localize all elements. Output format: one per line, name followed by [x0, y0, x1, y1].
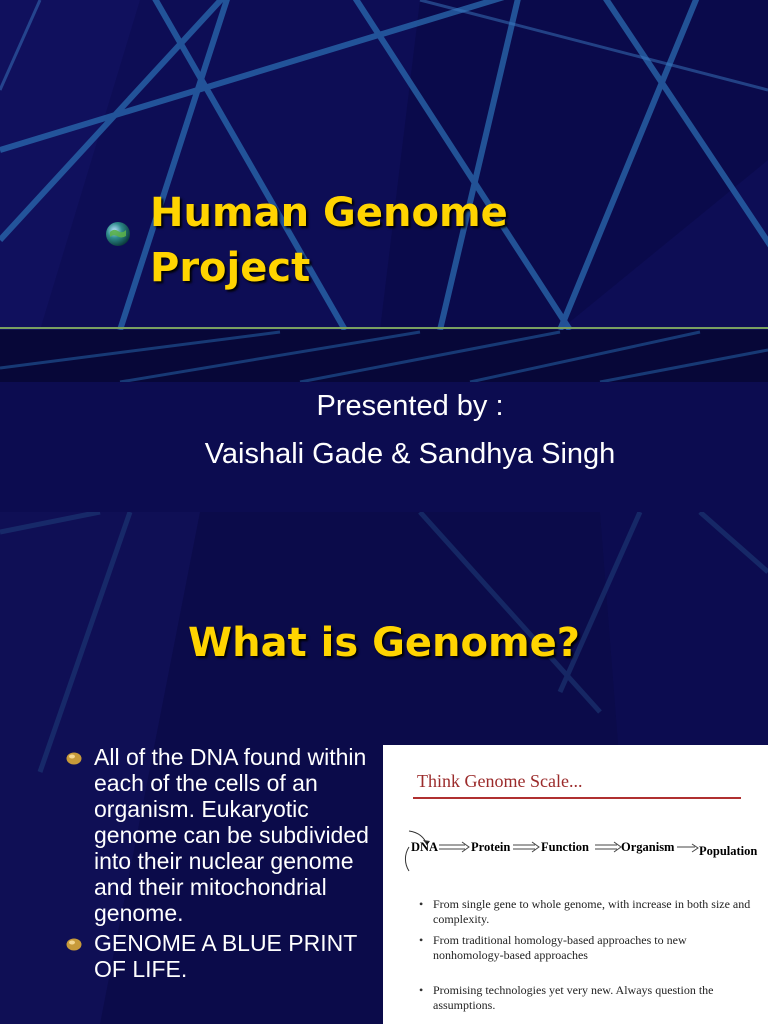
- bullet-dot-icon: [66, 752, 82, 765]
- bullet-text: GENOME A BLUE PRINT OF LIFE.: [94, 930, 357, 982]
- flow-arrow-icon: [439, 842, 469, 852]
- figure-notes: [417, 897, 757, 1019]
- bullet-list: [60, 744, 370, 986]
- figure-heading: Think Genome Scale...: [417, 771, 583, 791]
- bullet-item: [60, 930, 370, 982]
- figure-note: • Promising technologies yet very new. Always question the assumptions.: [417, 983, 757, 1013]
- flow-step-population: Population: [699, 844, 758, 858]
- slide-title-line-1: Human Genome: [150, 190, 508, 236]
- flow-step-protein: Protein: [471, 840, 511, 854]
- flow-arrow-icon: [677, 844, 698, 852]
- curved-arrow-icon: [405, 847, 409, 871]
- flow-step-dna: DNA: [411, 840, 439, 854]
- flow-arrow-icon: [595, 842, 621, 852]
- flow-step-organism: Organism: [621, 840, 675, 854]
- genome-scale-flow-diagram: [383, 825, 768, 885]
- bullet-item: [60, 744, 370, 926]
- bullet-dot-icon: [66, 938, 82, 951]
- presenter-names: Vaishali Gade & Sandhya Singh: [204, 438, 616, 470]
- bullet-text: All of the DNA found within each of the cells of an organism. Eukaryotic genome can be subdivided into their nuclear genome and their mitochondrial genome.: [94, 744, 369, 926]
- slide-2: [0, 512, 768, 1024]
- globe-bullet-icon: [104, 220, 132, 248]
- figure-note: • From traditional homology-based approaches to new nonhomology-based approaches: [417, 933, 757, 963]
- genome-scale-figure: [383, 745, 768, 1024]
- slide-title: What is Genome?: [187, 620, 580, 666]
- slide-title-line-2: Project: [150, 245, 311, 291]
- figure-divider: [413, 797, 741, 799]
- slide-title: [150, 186, 508, 296]
- flow-arrow-icon: [513, 842, 539, 852]
- flow-step-function: Function: [541, 840, 589, 854]
- presented-by-label: Presented by :: [316, 390, 504, 422]
- figure-note: • From single gene to whole genome, with increase in both size and complexity.: [417, 897, 757, 927]
